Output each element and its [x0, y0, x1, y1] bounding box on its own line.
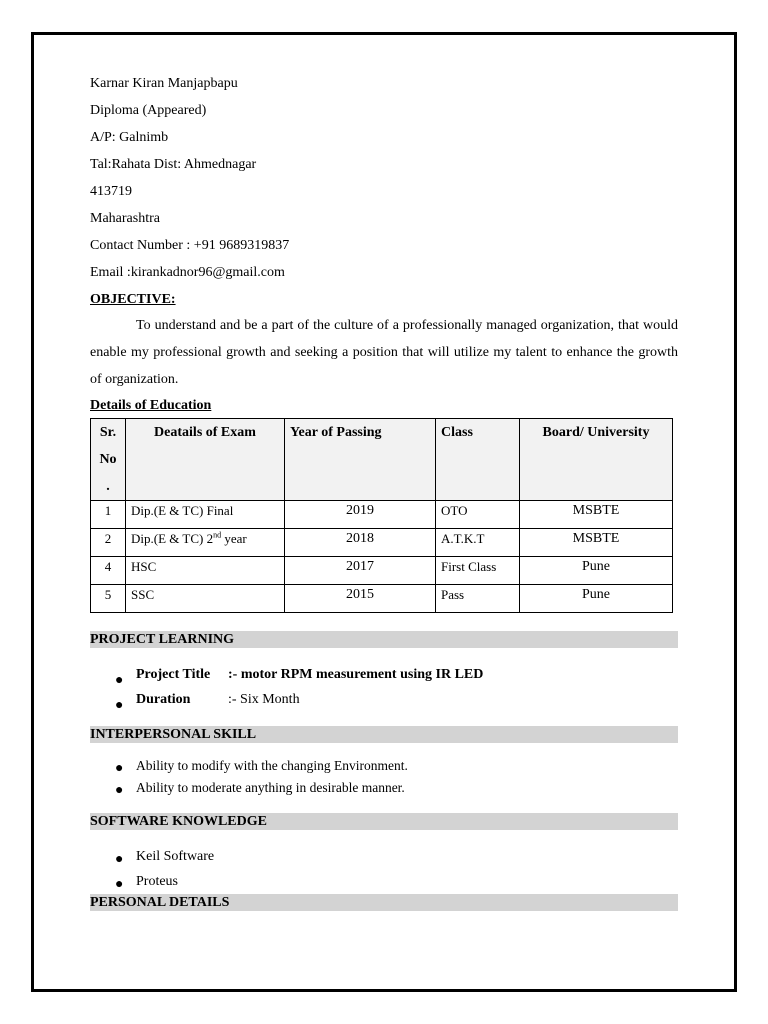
- cell-class: OTO: [436, 501, 520, 529]
- column-header-year: Year of Passing: [285, 419, 436, 501]
- project-learning-heading: PROJECT LEARNING: [90, 631, 678, 648]
- duration-value: :- Six Month: [228, 692, 300, 707]
- education-table: [90, 418, 673, 613]
- list-item: [90, 687, 678, 712]
- project-title-value: :- motor RPM measurement using IR LED: [228, 667, 484, 682]
- software-text: Keil Software: [136, 849, 215, 864]
- table-row: [91, 557, 673, 585]
- exam-suffix: year: [221, 531, 247, 546]
- email: Email :kirankadnor96@gmail.com: [90, 265, 285, 280]
- table-row: [91, 585, 673, 613]
- bullet-icon: ●: [115, 852, 124, 867]
- pincode: 413719: [90, 184, 132, 199]
- skill-text: Ability to modify with the changing Environment.: [136, 758, 408, 773]
- cell-exam: HSC: [126, 557, 285, 585]
- exam-ordinal: nd: [213, 530, 222, 540]
- cell-sr: 1: [91, 501, 126, 529]
- cell-sr: 2: [91, 529, 126, 557]
- project-list: [90, 662, 678, 712]
- cell-board: MSBTE: [520, 501, 673, 529]
- column-header-class: Class: [436, 419, 520, 501]
- software-text: Proteus: [136, 874, 178, 889]
- column-header-board: Board/ University: [520, 419, 673, 501]
- address-line-2: Tal:Rahata Dist: Ahmednagar: [90, 157, 257, 172]
- table-row: [91, 529, 673, 557]
- column-header-exam: Deatails of Exam: [126, 419, 285, 501]
- contact-number: Contact Number : +91 9689319837: [90, 238, 290, 253]
- table-header-row: [91, 419, 673, 501]
- bullet-icon: ●: [115, 673, 124, 688]
- objective-heading: OBJECTIVE:: [90, 292, 176, 307]
- software-list: [90, 844, 678, 894]
- cell-class: Pass: [436, 585, 520, 613]
- duration-label: Duration: [136, 692, 191, 707]
- list-item: [90, 662, 678, 687]
- cell-year: 2019: [285, 501, 436, 529]
- cell-exam: Dip.(E & TC) Final: [126, 501, 285, 529]
- interpersonal-skill-heading: INTERPERSONAL SKILL: [90, 726, 678, 743]
- bullet-icon: ●: [115, 783, 124, 798]
- cell-year: 2017: [285, 557, 436, 585]
- cell-class: First Class: [436, 557, 520, 585]
- list-item: [90, 777, 678, 799]
- cell-class: A.T.K.T: [436, 529, 520, 557]
- state: Maharashtra: [90, 211, 160, 226]
- personal-details-heading: PERSONAL DETAILS: [90, 894, 678, 911]
- bullet-icon: ●: [115, 761, 124, 776]
- address-line-1: A/P: Galnimb: [90, 130, 169, 145]
- interpersonal-list: [90, 755, 678, 799]
- cell-sr: 5: [91, 585, 126, 613]
- bullet-icon: ●: [115, 877, 124, 892]
- column-header-sr-no: Sr. No .: [91, 419, 126, 501]
- list-item: [90, 869, 678, 894]
- cell-exam: SSC: [126, 585, 285, 613]
- candidate-name: Karnar Kiran Manjapbapu: [90, 76, 238, 91]
- objective-text: To understand and be a part of the culture of a professionally managed organization, that would enable my professional growth and seeking a position that will utilize my talent to enhance the growth of organization.: [90, 318, 678, 387]
- cell-exam: [126, 529, 285, 557]
- project-title-label: Project Title: [136, 667, 211, 682]
- cell-sr: 4: [91, 557, 126, 585]
- software-knowledge-heading: SOFTWARE KNOWLEDGE: [90, 813, 678, 830]
- cell-board: Pune: [520, 557, 673, 585]
- education-heading: Details of Education: [90, 398, 212, 413]
- skill-text: Ability to moderate anything in desirable manner.: [136, 780, 405, 795]
- list-item: [90, 755, 678, 777]
- table-row: [91, 501, 673, 529]
- cell-board: MSBTE: [520, 529, 673, 557]
- cell-year: 2018: [285, 529, 436, 557]
- list-item: [90, 844, 678, 869]
- resume-content: [90, 70, 678, 911]
- cell-board: Pune: [520, 585, 673, 613]
- qualification: Diploma (Appeared): [90, 103, 207, 118]
- bullet-icon: ●: [115, 698, 124, 713]
- exam-text: Dip.(E & TC) 2: [131, 531, 214, 546]
- cell-year: 2015: [285, 585, 436, 613]
